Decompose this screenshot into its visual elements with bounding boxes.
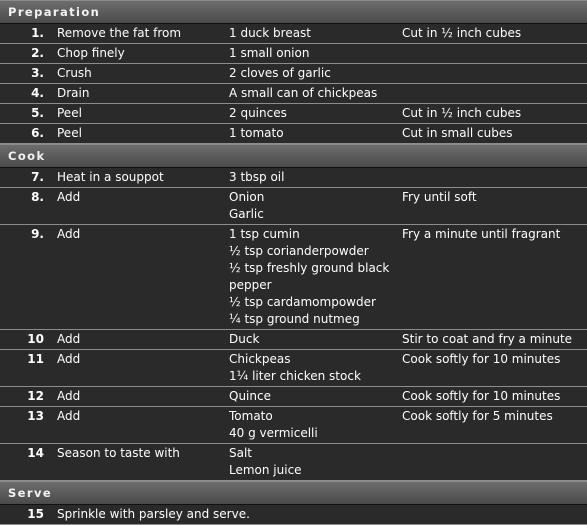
step-row (0, 44, 587, 64)
step-row (0, 188, 587, 225)
step-ingredients (229, 169, 394, 186)
step-note: Fry until soft (402, 190, 477, 204)
step-row (0, 64, 587, 84)
step-ingredients (229, 388, 394, 405)
step-action: Add (57, 389, 81, 403)
ingredient: 3 tbsp oil (229, 170, 285, 184)
step-action: Add (57, 190, 81, 204)
step-number: 11 (27, 352, 44, 366)
step-note: Fry a minute until fragrant (402, 227, 561, 241)
ingredient: Lemon juice (229, 463, 302, 477)
ingredient: 1 duck breast (229, 26, 312, 40)
step-action: Add (57, 227, 81, 241)
step-ingredients (229, 189, 394, 223)
step-action: Add (57, 409, 81, 423)
step-note: Cut in ½ inch cubes (402, 106, 522, 120)
step-ingredients (229, 25, 394, 42)
step-action: Heat in a souppot (57, 170, 164, 184)
step-note: Cut in small cubes (402, 126, 513, 140)
ingredient: 1 tomato (229, 126, 284, 140)
step-number: 13 (27, 409, 44, 423)
step-action: Remove the fat from (57, 26, 182, 40)
step-ingredients (229, 408, 394, 442)
ingredient: ½ tsp corianderpowder (229, 244, 369, 258)
step-ingredients (229, 226, 394, 328)
step-ingredients (229, 506, 394, 523)
step-note: Cook softly for 5 minutes (402, 409, 553, 423)
ingredient: ¼ tsp ground nutmeg (229, 312, 360, 326)
ingredient: A small can of chickpeas (229, 86, 378, 100)
ingredient: Garlic (229, 207, 264, 221)
ingredient: 2 quinces (229, 106, 287, 120)
step-number: 6. (31, 126, 44, 140)
section-header-serve: Serve (0, 481, 587, 505)
step-ingredients (229, 351, 394, 385)
step-row (0, 124, 587, 144)
ingredient: Quince (229, 389, 271, 403)
step-row (0, 225, 587, 330)
step-action: Season to taste with (57, 446, 180, 460)
ingredient: ½ tsp freshly ground black pepper (229, 261, 390, 292)
step-row (0, 168, 587, 188)
ingredient: Salt (229, 446, 253, 460)
step-note: Cook softly for 10 minutes (402, 389, 561, 403)
ingredient: Duck (229, 332, 260, 346)
ingredient: 2 cloves of garlic (229, 66, 331, 80)
step-row (0, 330, 587, 350)
step-number: 5. (31, 106, 44, 120)
step-action: Add (57, 332, 81, 346)
section-header-cook: Cook (0, 144, 587, 168)
section-header-preparation: Preparation (0, 0, 587, 24)
step-row (0, 350, 587, 387)
step-number: 15 (27, 507, 44, 521)
step-note: Cook softly for 10 minutes (402, 352, 561, 366)
step-number: 4. (31, 86, 44, 100)
step-number: 3. (31, 66, 44, 80)
step-note: Stir to coat and fry a minute (402, 332, 573, 346)
step-row (0, 24, 587, 44)
ingredient: Chickpeas (229, 352, 291, 366)
step-action: Drain (57, 86, 90, 100)
step-action: Add (57, 352, 81, 366)
ingredient: Onion (229, 190, 265, 204)
step-row (0, 505, 587, 525)
step-action: Chop finely (57, 46, 125, 60)
step-number: 14 (27, 446, 44, 460)
step-number: 12 (27, 389, 44, 403)
ingredient: 40 g vermicelli (229, 426, 318, 440)
step-row (0, 407, 587, 444)
ingredient: Tomato (229, 409, 273, 423)
step-row (0, 444, 587, 481)
ingredient: 1¼ liter chicken stock (229, 369, 361, 383)
step-action: Peel (57, 106, 82, 120)
step-ingredients (229, 85, 394, 102)
step-number: 8. (31, 190, 44, 204)
ingredient: 1 small onion (229, 46, 310, 60)
step-number: 9. (31, 227, 44, 241)
step-action: Crush (57, 66, 92, 80)
step-ingredients (229, 65, 394, 82)
step-row (0, 104, 587, 124)
step-number: 10 (27, 332, 44, 346)
step-ingredients (229, 45, 394, 62)
step-action: Sprinkle with parsley and serve. (57, 507, 250, 521)
step-number: 1. (31, 26, 44, 40)
step-ingredients (229, 125, 394, 142)
ingredient: 1 tsp cumin (229, 227, 300, 241)
step-row (0, 387, 587, 407)
step-ingredients (229, 331, 394, 348)
step-action: Peel (57, 126, 82, 140)
step-number: 7. (31, 170, 44, 184)
step-number: 2. (31, 46, 44, 60)
step-ingredients (229, 105, 394, 122)
ingredient: ½ tsp cardamompowder (229, 295, 376, 309)
step-note: Cut in ½ inch cubes (402, 26, 522, 40)
step-ingredients (229, 445, 394, 479)
step-row (0, 84, 587, 104)
